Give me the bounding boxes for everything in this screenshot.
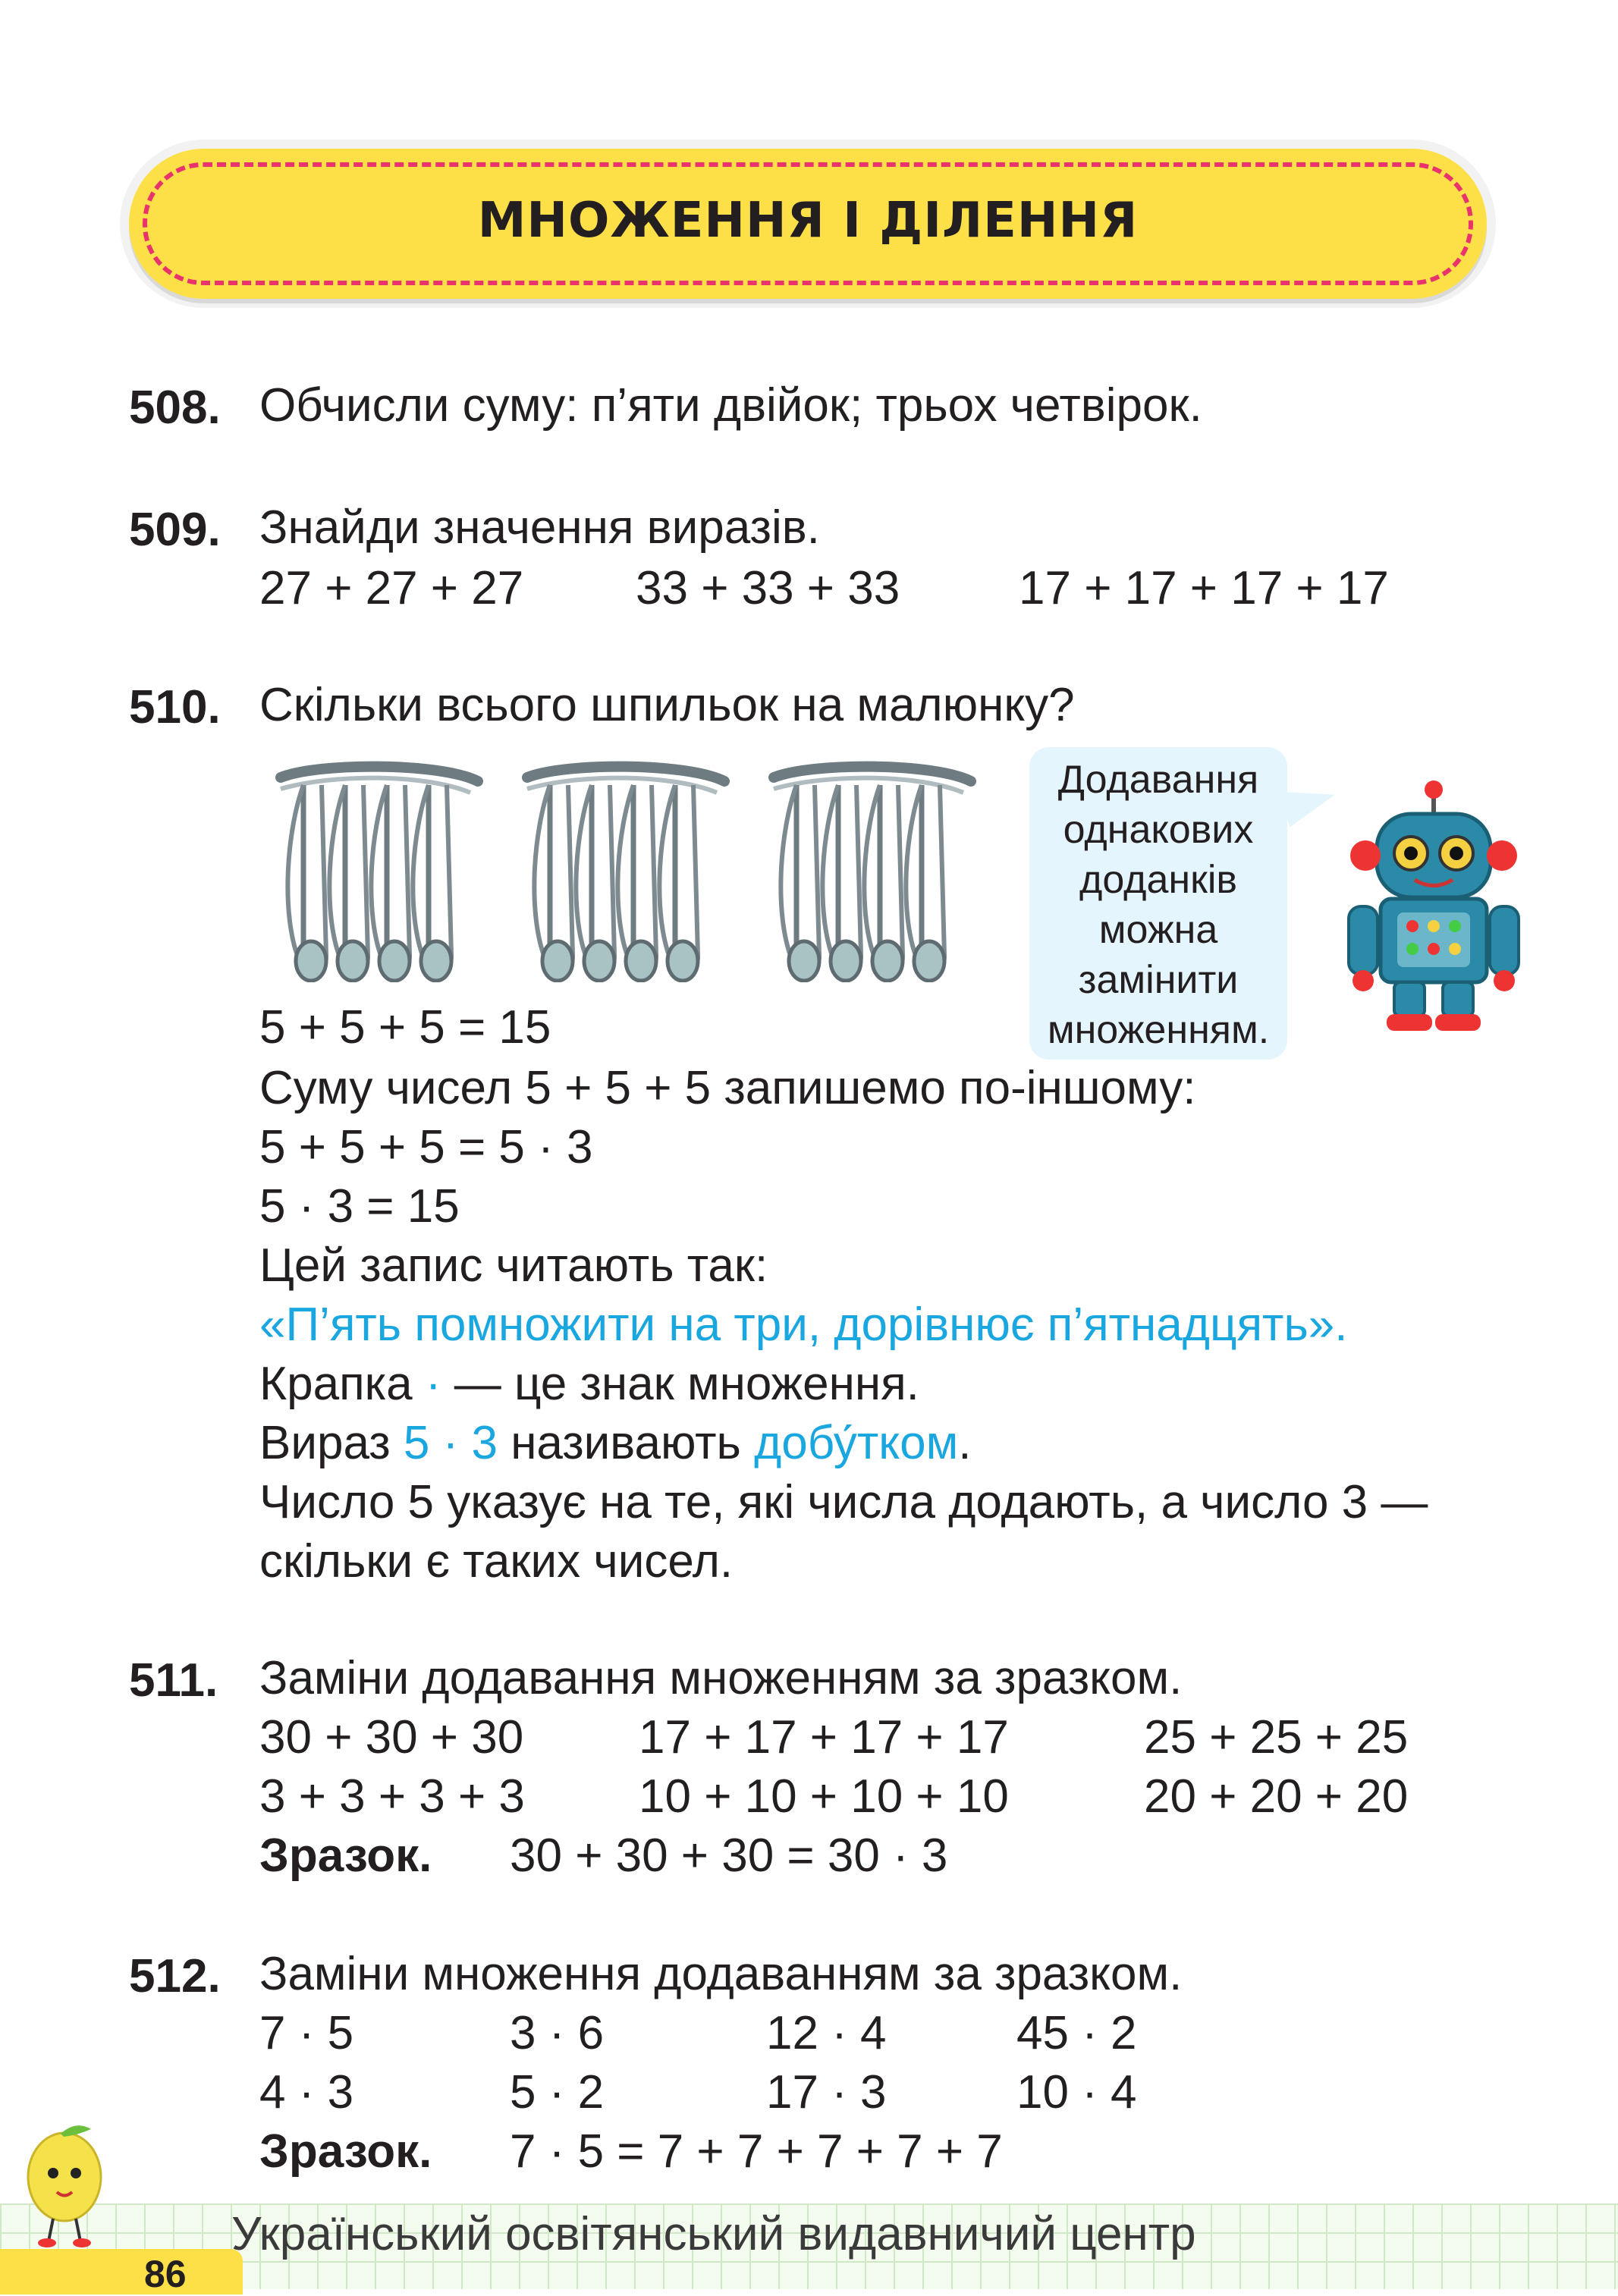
sample-label: Зразок. bbox=[259, 2125, 432, 2178]
expression: 33 + 33 + 33 bbox=[636, 562, 900, 614]
exercise-number-511: 511. bbox=[129, 1654, 218, 1707]
sample-expression: 30 + 30 + 30 = 30 · 3 bbox=[510, 1830, 948, 1882]
pin-group-2 bbox=[527, 767, 724, 981]
speech-bubble bbox=[1029, 747, 1287, 1060]
product-prefix: Вираз bbox=[259, 1417, 404, 1469]
page-number-tab bbox=[0, 2249, 243, 2294]
equation-line: 5 · 3 = 15 bbox=[259, 1180, 460, 1233]
pin-group-1 bbox=[281, 767, 478, 981]
bubble-line: замінити bbox=[1078, 958, 1239, 1002]
bubble-line: доданків bbox=[1079, 858, 1238, 902]
expression: 17 · 3 bbox=[766, 2066, 887, 2119]
product-end: . bbox=[958, 1417, 972, 1469]
explanation-line: скільки є таких чисел. bbox=[259, 1535, 734, 1588]
bubble-line: можна bbox=[1098, 908, 1218, 952]
dot-sign-prefix: Крапка bbox=[259, 1358, 426, 1410]
section-title: МНОЖЕННЯ І ДІЛЕННЯ bbox=[477, 193, 1139, 249]
expression: 20 + 20 + 20 bbox=[1144, 1770, 1409, 1823]
exercise-number-509: 509. bbox=[129, 504, 221, 556]
section-title-banner bbox=[129, 149, 1487, 299]
expression: 45 · 2 bbox=[1016, 2007, 1137, 2059]
product-mid: називають bbox=[497, 1417, 755, 1469]
dot-sign-symbol: · bbox=[425, 1358, 441, 1410]
expression: 10 · 4 bbox=[1016, 2066, 1137, 2119]
exercise-number-512: 512. bbox=[129, 1950, 221, 2002]
explanation-line: Цей запис читають так: bbox=[259, 1239, 768, 1292]
exercise-text-509: Знайди значення виразів. bbox=[259, 501, 820, 554]
dot-sign-suffix: — це знак множення. bbox=[441, 1358, 919, 1410]
page-number: 86 bbox=[144, 2253, 187, 2295]
expression: 10 + 10 + 10 + 10 bbox=[639, 1770, 1009, 1823]
equation-line: 5 + 5 + 5 = 5 · 3 bbox=[259, 1121, 593, 1173]
reading-quote: «П’ять помножити на три, дорівнює п’ятнадцять». bbox=[259, 1299, 1348, 1351]
expression: 27 + 27 + 27 bbox=[259, 562, 524, 614]
bubble-line: множенням. bbox=[1047, 1008, 1270, 1052]
exercise-text-510: Скільки всього шпильок на малюнку? bbox=[259, 679, 1075, 731]
explanation-line: Суму чисел 5 + 5 + 5 запишемо по-іншому: bbox=[259, 1062, 1196, 1114]
expression: 30 + 30 + 30 bbox=[259, 1711, 524, 1764]
dot-sign-line bbox=[259, 1355, 919, 1414]
exercise-text-512: Заміни множення додаванням за зразком. bbox=[259, 1948, 1183, 2000]
expression: 17 + 17 + 17 + 17 bbox=[1019, 562, 1389, 614]
expression: 25 + 25 + 25 bbox=[1144, 1711, 1409, 1764]
expression: 17 + 17 + 17 + 17 bbox=[639, 1711, 1009, 1764]
expression: 3 + 3 + 3 + 3 bbox=[259, 1770, 525, 1823]
bubble-line: Додавання bbox=[1057, 758, 1259, 802]
lemon-mascot-icon bbox=[15, 2120, 114, 2249]
sample-expression: 7 · 5 = 7 + 7 + 7 + 7 + 7 bbox=[510, 2125, 1003, 2178]
safety-pins-illustration bbox=[265, 755, 986, 982]
expression: 4 · 3 bbox=[259, 2066, 354, 2119]
expression: 12 · 4 bbox=[766, 2007, 887, 2059]
expression: 7 · 5 bbox=[259, 2007, 354, 2059]
product-term: добу́тком bbox=[754, 1417, 959, 1469]
expression: 3 · 6 bbox=[510, 2007, 605, 2059]
sample-label: Зразок. bbox=[259, 1830, 432, 1882]
equation-line: 5 + 5 + 5 = 15 bbox=[259, 1001, 551, 1054]
product-definition-line bbox=[259, 1414, 971, 1473]
product-expression: 5 · 3 bbox=[403, 1417, 498, 1469]
exercise-number-510: 510. bbox=[129, 681, 221, 733]
exercise-number-508: 508. bbox=[129, 382, 221, 434]
exercise-text-511: Заміни додавання множенням за зразком. bbox=[259, 1652, 1183, 1704]
pin-group-3 bbox=[774, 767, 971, 981]
exercise-text-508: Обчисли суму: п’яти двійок; трьох четвірок. bbox=[259, 379, 1202, 432]
expression: 5 · 2 bbox=[510, 2066, 605, 2119]
publisher-watermark: Український освітянський видавничий центр bbox=[231, 2208, 1196, 2260]
robot-illustration bbox=[1335, 777, 1551, 1039]
explanation-line: Число 5 указує на те, які числа додають, а число 3 — bbox=[259, 1476, 1428, 1528]
bubble-line: однакових bbox=[1063, 808, 1254, 852]
